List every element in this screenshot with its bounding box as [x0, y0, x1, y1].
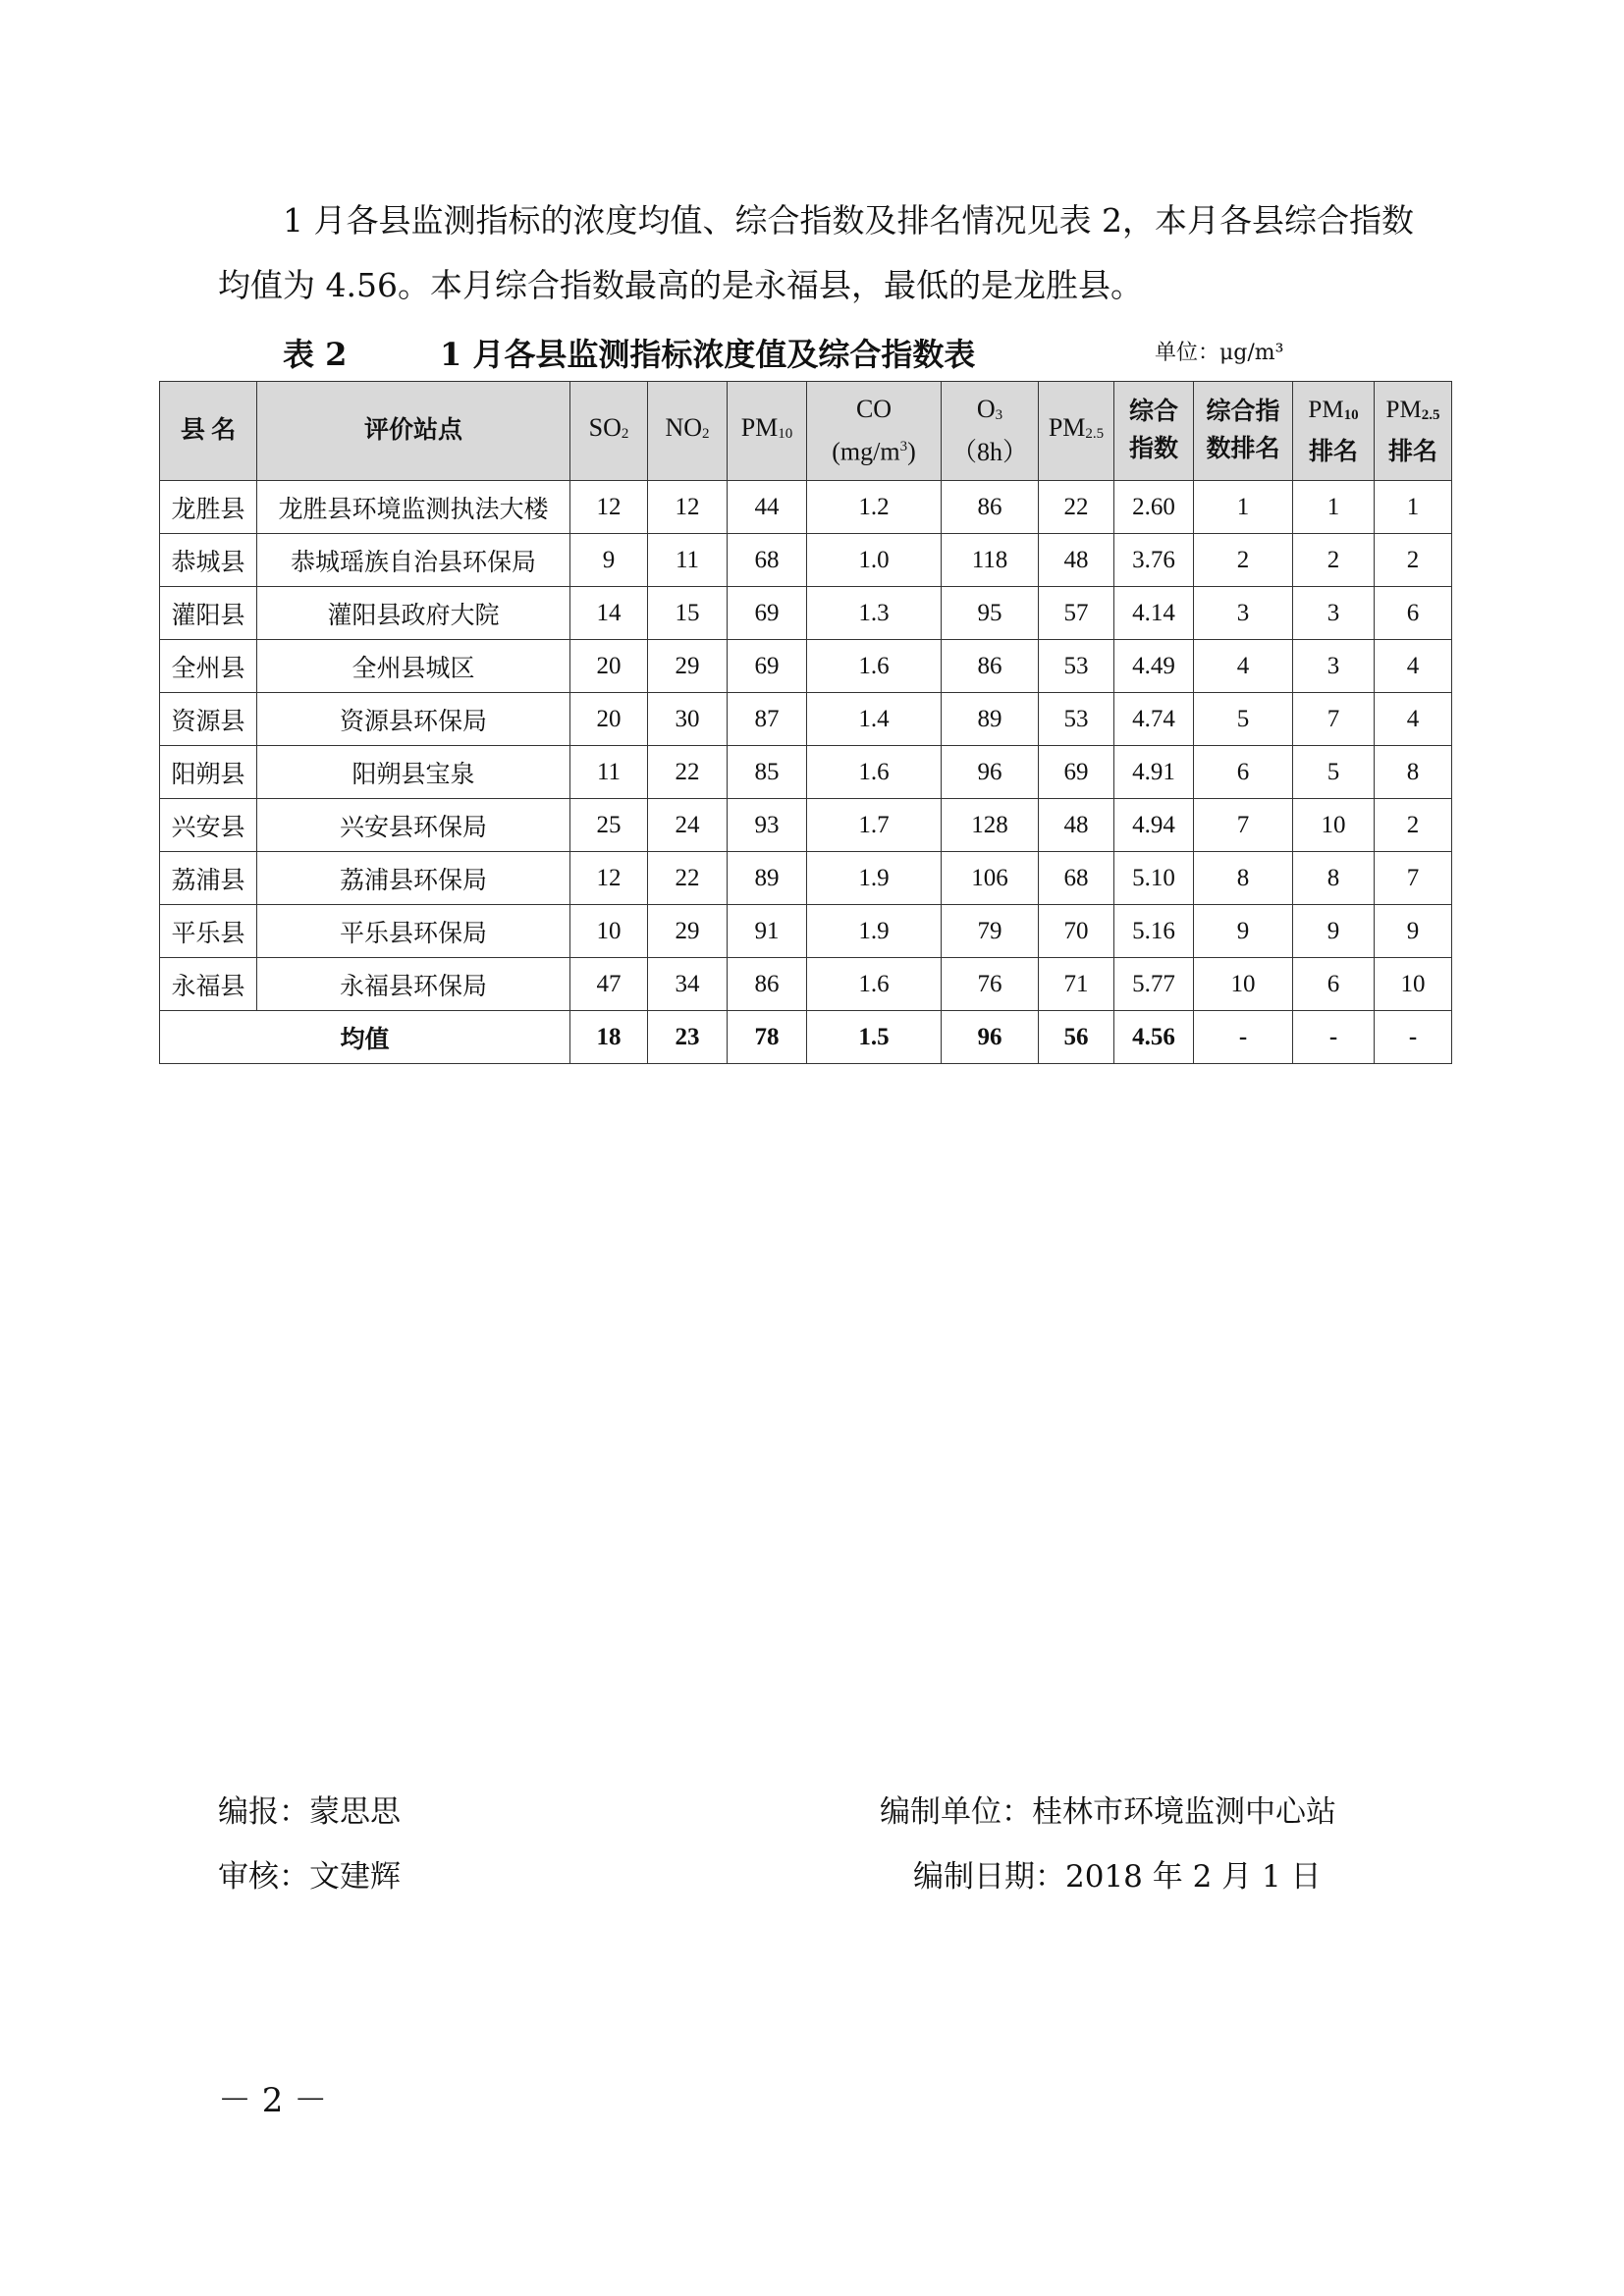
cell-rank: 8 — [1194, 852, 1293, 905]
cell-index: 3.76 — [1114, 534, 1194, 587]
cell-site: 平乐县环保局 — [257, 905, 570, 958]
table-body — [160, 481, 1452, 1064]
cell-co: 1.6 — [807, 958, 942, 1011]
cell-pm25-rank: 2 — [1375, 799, 1452, 852]
cell-pm10-rank: 2 — [1293, 534, 1375, 587]
cell-pm25-rank: 4 — [1375, 693, 1452, 746]
cell-pm25: 22 — [1039, 481, 1114, 534]
cell-no2: 11 — [648, 534, 728, 587]
cell-pm25: 68 — [1039, 852, 1114, 905]
cell-index: 4.91 — [1114, 746, 1194, 799]
table-caption — [283, 322, 1363, 371]
cell-county: 阳朔县 — [160, 746, 257, 799]
cell-rank: 10 — [1194, 958, 1293, 1011]
cell-pm10: 69 — [728, 587, 807, 640]
cell-no2: 29 — [648, 640, 728, 693]
page-number: － 2 － — [218, 2081, 328, 2120]
reviewer: 审核：文建辉 — [218, 1859, 401, 1895]
cell-rank: 6 — [1194, 746, 1293, 799]
cell-pm25: 53 — [1039, 640, 1114, 693]
cell-so2: 10 — [570, 905, 648, 958]
cell-so2: 20 — [570, 640, 648, 693]
cell-pm25: 48 — [1039, 799, 1114, 852]
cell-rank: 1 — [1194, 481, 1293, 534]
cell-pm25: 57 — [1039, 587, 1114, 640]
table-title: 1 月各县监测指标浓度值及综合指数表 — [440, 336, 976, 373]
cell-pm10-rank: 5 — [1293, 746, 1375, 799]
cell-county: 龙胜县 — [160, 481, 257, 534]
cell-pm25-rank: 2 — [1375, 534, 1452, 587]
cell-index: 5.10 — [1114, 852, 1194, 905]
average-index: 4.56 — [1114, 1011, 1194, 1064]
cell-so2: 9 — [570, 534, 648, 587]
table-number: 表 2 — [283, 336, 348, 373]
cell-pm10: 86 — [728, 958, 807, 1011]
cell-o3: 76 — [942, 958, 1039, 1011]
cell-index: 4.14 — [1114, 587, 1194, 640]
cell-co: 1.2 — [807, 481, 942, 534]
cell-so2: 11 — [570, 746, 648, 799]
header-pm10-rank: $PM_{10}$ 排名 — [1293, 382, 1375, 481]
compiling-unit: 编制单位：桂林市环境监测中心站 — [880, 1794, 1336, 1830]
cell-o3: 95 — [942, 587, 1039, 640]
cell-pm10-rank: 3 — [1293, 640, 1375, 693]
cell-o3: 86 — [942, 640, 1039, 693]
table-row — [160, 534, 1452, 587]
cell-site: 资源县环保局 — [257, 693, 570, 746]
cell-pm10-rank: 3 — [1293, 587, 1375, 640]
cell-county: 永福县 — [160, 958, 257, 1011]
cell-o3: 96 — [942, 746, 1039, 799]
average-o3: 96 — [942, 1011, 1039, 1064]
average-so2: 18 — [570, 1011, 648, 1064]
cell-pm10: 87 — [728, 693, 807, 746]
average-co: 1.5 — [807, 1011, 942, 1064]
header-pm25: $PM_{2.5}$ — [1039, 382, 1114, 481]
cell-rank: 2 — [1194, 534, 1293, 587]
cell-co: 1.6 — [807, 746, 942, 799]
cell-rank: 4 — [1194, 640, 1293, 693]
cell-site: 荔浦县环保局 — [257, 852, 570, 905]
cell-index: 5.16 — [1114, 905, 1194, 958]
cell-county: 荔浦县 — [160, 852, 257, 905]
cell-county: 兴安县 — [160, 799, 257, 852]
cell-index: 2.60 — [1114, 481, 1194, 534]
average-rank: - — [1194, 1011, 1293, 1064]
average-pm25-rank: - — [1375, 1011, 1452, 1064]
header-no2: $NO_2$ — [648, 382, 728, 481]
cell-so2: 12 — [570, 852, 648, 905]
average-label: 均值 — [160, 1011, 570, 1064]
cell-no2: 12 — [648, 481, 728, 534]
table-row — [160, 746, 1452, 799]
cell-pm25: 48 — [1039, 534, 1114, 587]
cell-county: 资源县 — [160, 693, 257, 746]
cell-pm25-rank: 6 — [1375, 587, 1452, 640]
cell-no2: 24 — [648, 799, 728, 852]
cell-pm25-rank: 10 — [1375, 958, 1452, 1011]
cell-pm10: 91 — [728, 905, 807, 958]
cell-pm25-rank: 8 — [1375, 746, 1452, 799]
cell-pm10-rank: 10 — [1293, 799, 1375, 852]
cell-index: 4.74 — [1114, 693, 1194, 746]
cell-site: 灌阳县政府大院 — [257, 587, 570, 640]
cell-pm10-rank: 6 — [1293, 958, 1375, 1011]
cell-co: 1.9 — [807, 852, 942, 905]
cell-pm25: 70 — [1039, 905, 1114, 958]
cell-co: 1.0 — [807, 534, 942, 587]
cell-pm10-rank: 8 — [1293, 852, 1375, 905]
table-unit: 单位：μg/m³ — [1155, 341, 1284, 365]
table-row — [160, 481, 1452, 534]
table-row — [160, 587, 1452, 640]
cell-index: 4.94 — [1114, 799, 1194, 852]
cell-county: 全州县 — [160, 640, 257, 693]
cell-pm25-rank: 1 — [1375, 481, 1452, 534]
cell-pm25: 69 — [1039, 746, 1114, 799]
cell-co: 1.6 — [807, 640, 942, 693]
cell-o3: 106 — [942, 852, 1039, 905]
cell-pm10: 89 — [728, 852, 807, 905]
cell-no2: 34 — [648, 958, 728, 1011]
cell-index: 5.77 — [1114, 958, 1194, 1011]
cell-pm10: 44 — [728, 481, 807, 534]
cell-site: 永福县环保局 — [257, 958, 570, 1011]
cell-site: 恭城瑶族自治县环保局 — [257, 534, 570, 587]
cell-so2: 47 — [570, 958, 648, 1011]
average-no2: 23 — [648, 1011, 728, 1064]
cell-rank: 5 — [1194, 693, 1293, 746]
cell-so2: 20 — [570, 693, 648, 746]
cell-pm10: 93 — [728, 799, 807, 852]
average-pm10-rank: - — [1293, 1011, 1375, 1064]
cell-site: 阳朔县宝泉 — [257, 746, 570, 799]
cell-pm10-rank: 9 — [1293, 905, 1375, 958]
compiler: 编报：蒙思思 — [218, 1794, 401, 1830]
cell-o3: 118 — [942, 534, 1039, 587]
cell-no2: 15 — [648, 587, 728, 640]
average-pm10: 78 — [728, 1011, 807, 1064]
cell-county: 平乐县 — [160, 905, 257, 958]
table-row — [160, 905, 1452, 958]
compile-date: 编制日期：2018 年 2 月 1 日 — [913, 1859, 1322, 1895]
cell-pm10: 68 — [728, 534, 807, 587]
table-row — [160, 799, 1452, 852]
cell-rank: 3 — [1194, 587, 1293, 640]
header-index-rank: 综合指 数排名 — [1194, 382, 1293, 481]
cell-so2: 12 — [570, 481, 648, 534]
header-so2: $SO_2$ — [570, 382, 648, 481]
cell-co: 1.3 — [807, 587, 942, 640]
county-air-quality-table — [159, 381, 1452, 1064]
cell-so2: 14 — [570, 587, 648, 640]
cell-o3: 128 — [942, 799, 1039, 852]
table-row — [160, 852, 1452, 905]
average-row — [160, 1011, 1452, 1064]
cell-county: 恭城县 — [160, 534, 257, 587]
table-row — [160, 958, 1452, 1011]
table-row — [160, 640, 1452, 693]
table-row — [160, 693, 1452, 746]
header-site: 评价站点 — [257, 382, 570, 481]
header-o3: $O_3$ （8h） — [942, 382, 1039, 481]
cell-o3: 89 — [942, 693, 1039, 746]
cell-o3: 86 — [942, 481, 1039, 534]
cell-so2: 25 — [570, 799, 648, 852]
cell-rank: 7 — [1194, 799, 1293, 852]
cell-no2: 29 — [648, 905, 728, 958]
cell-no2: 22 — [648, 746, 728, 799]
table-header-row — [160, 382, 1452, 481]
cell-site: 全州县城区 — [257, 640, 570, 693]
cell-pm25: 71 — [1039, 958, 1114, 1011]
cell-co: 1.9 — [807, 905, 942, 958]
cell-o3: 79 — [942, 905, 1039, 958]
cell-pm25-rank: 7 — [1375, 852, 1452, 905]
cell-pm25-rank: 4 — [1375, 640, 1452, 693]
cell-pm10: 69 — [728, 640, 807, 693]
cell-pm10-rank: 1 — [1293, 481, 1375, 534]
cell-no2: 22 — [648, 852, 728, 905]
cell-rank: 9 — [1194, 905, 1293, 958]
header-co: CO $(mg/m^3)$ — [807, 382, 942, 481]
cell-site: 兴安县环保局 — [257, 799, 570, 852]
cell-no2: 30 — [648, 693, 728, 746]
cell-pm25-rank: 9 — [1375, 905, 1452, 958]
cell-co: 1.4 — [807, 693, 942, 746]
intro-paragraph: 1 月各县监测指标的浓度均值、综合指数及排名情况见表 2，本月各县综合指数均值为 4.56。本月综合指数最高的是永福县，最低的是龙胜县。 — [218, 201, 1414, 304]
cell-pm10: 85 — [728, 746, 807, 799]
header-index: 综合 指数 — [1114, 382, 1194, 481]
header-county: 县 名 — [160, 382, 257, 481]
header-pm25-rank: $PM_{2.5}$ 排名 — [1375, 382, 1452, 481]
cell-county: 灌阳县 — [160, 587, 257, 640]
cell-co: 1.7 — [807, 799, 942, 852]
cell-index: 4.49 — [1114, 640, 1194, 693]
cell-site: 龙胜县环境监测执法大楼 — [257, 481, 570, 534]
cell-pm25: 53 — [1039, 693, 1114, 746]
average-pm25: 56 — [1039, 1011, 1114, 1064]
header-pm10: $PM_{10}$ — [728, 382, 807, 481]
cell-pm10-rank: 7 — [1293, 693, 1375, 746]
